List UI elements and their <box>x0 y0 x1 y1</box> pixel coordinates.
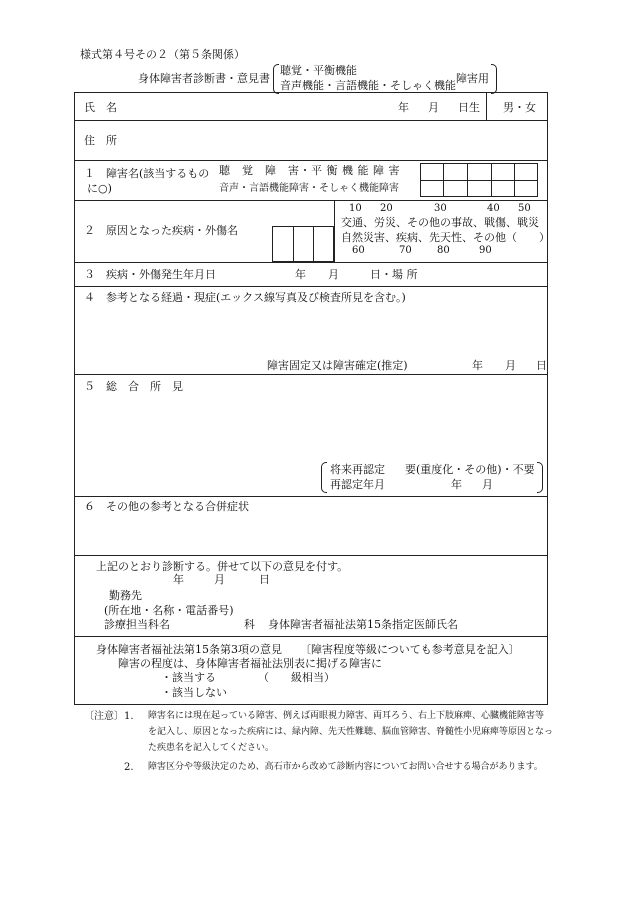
opinion-note: 〔障害程度等級についても参考意見を記入〕 <box>300 643 520 656</box>
department-suffix: 科 <box>244 618 255 631</box>
form-id: 様式第４号その２（第５条関係） <box>80 48 245 61</box>
sex-label: 男・女 <box>503 101 536 114</box>
cause-code: 50 <box>518 203 531 214</box>
address-label: 住 所 <box>84 134 117 147</box>
recert-month-label: 月 <box>482 478 493 491</box>
divider <box>313 226 314 262</box>
divider <box>467 163 468 197</box>
name-label: 氏 名 <box>84 101 117 114</box>
recert-label: 将来再認定 <box>330 463 385 476</box>
diagnosis-year-label: 年 <box>173 573 184 586</box>
history-label: ４ 参考となる経過・現症(エックス線写真及び検査所見を含む。) <box>84 291 406 304</box>
note-number: 2. <box>124 762 134 773</box>
divider <box>293 226 294 262</box>
fixed-month-label: 月 <box>505 359 516 372</box>
birth-year-label: 年 <box>398 101 409 114</box>
divider <box>443 163 444 197</box>
note-1-line-1: 障害名には現在起っている障害、例えば両眼視力障害、両耳ろう、右上下肢麻痺、心臓機能障害等 <box>148 711 545 721</box>
divider <box>420 180 538 181</box>
birth-day-label: 日生 <box>458 101 480 114</box>
opinion-line: 障害の程度は、身体障害者福祉法別表に掲げる障害に <box>118 657 382 670</box>
divider <box>514 163 515 197</box>
diagnosis-statement: 上記のとおり診断する。併せて以下の意見を付す。 <box>96 560 349 573</box>
divider <box>74 120 548 121</box>
fixed-day-label: 日 <box>536 359 547 372</box>
opinion-title: 身体障害者福祉法第15条第3項の意見 <box>96 643 282 656</box>
cause-code: 20 <box>380 203 393 214</box>
complications-label: ６ その他の参考となる合併症状 <box>84 500 249 513</box>
recert-bracket-left <box>321 462 327 493</box>
disability-label: １ 障害名(該当するもの <box>84 167 210 180</box>
note-1-line-3: た疾患名を記入してください。 <box>148 743 275 753</box>
onset-year-label: 年 <box>295 268 306 281</box>
recert-year-label: 年 <box>451 478 462 491</box>
opinion-option-applicable: ・該当する <box>161 671 216 684</box>
disability-option-hearing: 聴 覚 障 害・平 衡 機 能 障 害 <box>219 164 400 177</box>
title-bracket-right <box>491 64 497 94</box>
form-type-suffix: 障害用 <box>456 72 489 85</box>
diagnosis-month-label: 月 <box>214 573 225 586</box>
cause-label: ２ 原因となった疾病・外傷名 <box>84 224 238 237</box>
title-bracket-left <box>273 64 279 94</box>
cause-code-boxes <box>272 226 334 262</box>
notes-label: 〔注意〕 <box>84 711 124 722</box>
divider <box>74 262 548 263</box>
cause-code: 40 <box>487 203 500 214</box>
note-1-line-2: を記入し、原因となった疾病には、緑内障、先天性難聴、脳血管障害、脊髄性小児麻痺等原因となっ <box>148 727 554 737</box>
cause-options-1: 交通、労災、その他の事故、戦傷、戦災 <box>341 216 539 229</box>
divider <box>74 555 548 556</box>
divider <box>334 200 335 262</box>
department-label: 診療担当科名 <box>104 618 170 631</box>
divider <box>74 636 548 637</box>
doctor-name-label: 身体障害者福祉法第15条指定医師氏名 <box>268 618 458 631</box>
disability-label-2: に○) <box>87 182 112 195</box>
note-number: 1. <box>124 711 134 722</box>
birth-month-label: 月 <box>428 101 439 114</box>
divider <box>74 496 548 497</box>
divider <box>74 286 548 287</box>
cause-code: 90 <box>479 245 492 256</box>
recert-bracket-right <box>537 462 543 493</box>
divider <box>74 374 548 375</box>
onset-month-label: 月 <box>328 268 339 281</box>
onset-day-place-label: 日・場 所 <box>370 268 418 281</box>
divider <box>74 200 548 201</box>
divider <box>74 160 548 161</box>
recert-date-label: 再認定年月 <box>330 478 385 491</box>
note-2-line-1: 障害区分や等級決定のため、高石市から改めて診断内容についてお問い合せする場合があります。 <box>148 762 543 772</box>
divider <box>486 92 487 120</box>
opinion-grade: （ 級相当） <box>258 671 335 684</box>
form-type-1: 聴覚・平衡機能 <box>280 64 357 77</box>
cause-code: 60 <box>352 245 365 256</box>
office-detail-label: (所在地・名称・電話番号) <box>104 604 234 617</box>
diagnosis-day-label: 日 <box>259 573 270 586</box>
fixed-date-label: 障害固定又は障害確定(推定) <box>267 359 408 372</box>
fixed-year-label: 年 <box>472 359 483 372</box>
cause-code: 70 <box>399 245 412 256</box>
divider <box>491 163 492 197</box>
cause-code: 10 <box>349 203 362 214</box>
form-type-2: 音声機能・言語機能・そしゃく機能 <box>280 79 456 92</box>
findings-label: ５ 総 合 所 見 <box>84 380 183 393</box>
cause-options-2: 自然災害、疾病、先天性、その他（ ） <box>341 231 550 244</box>
disability-option-speech: 音声・言語機能障害・そしゃく機能障害 <box>219 183 399 194</box>
cause-code: 80 <box>437 245 450 256</box>
recert-value: 要(重度化・その他)・不要 <box>405 463 535 476</box>
opinion-option-not-applicable: ・該当しない <box>161 686 227 699</box>
office-label: 勤務先 <box>109 589 142 602</box>
form-title: 身体障害者診断書・意見書 <box>138 72 270 85</box>
cause-code: 30 <box>434 203 447 214</box>
onset-label: ３ 疾病・外傷発生年月日 <box>84 268 216 281</box>
